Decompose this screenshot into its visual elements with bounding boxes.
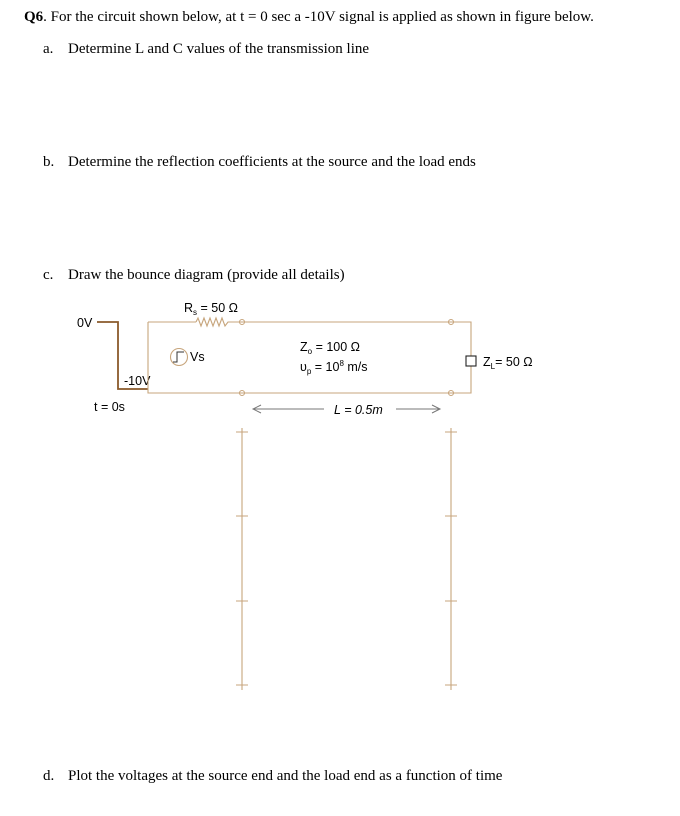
vp-label: $\upsilon_p = 10^8$ m/s	[300, 359, 368, 376]
part-a-letter: a.	[43, 41, 54, 57]
bounce-diagram	[236, 428, 457, 690]
voltage-source	[171, 349, 205, 366]
z0-label: $Z_o = 100$ Ω	[300, 340, 361, 356]
part-d-letter: d.	[43, 768, 55, 784]
load-impedance-box	[466, 356, 476, 366]
part-c-letter: c.	[43, 267, 54, 283]
load-top-wire	[451, 322, 471, 356]
source-symbol	[171, 349, 188, 366]
step-waveform	[77, 316, 151, 414]
transmission-line	[242, 320, 454, 396]
question-number: Q6	[24, 9, 44, 25]
length-dimension	[253, 403, 440, 417]
part-b-text: Determine the reflection coefficients at the source and the load ends	[68, 154, 476, 170]
load-bottom-wire	[451, 366, 471, 393]
part-c-text: Draw the bounce diagram (provide all details)	[68, 267, 345, 283]
step-time-label: t = 0s	[94, 400, 125, 414]
load	[451, 322, 533, 393]
part-d-text: Plot the voltages at the source end and the load end as a function of time	[68, 768, 503, 784]
load-label: $Z_L= 50$ Ω	[483, 355, 533, 371]
question-intro: . For the circuit shown below, at t = 0 sec a -10V signal is applied as shown in figure below.	[43, 9, 594, 25]
step-final-label: -10V	[124, 374, 151, 388]
part-a-text: Determine L and C values of the transmission line	[68, 41, 370, 57]
step-initial-label: 0V	[77, 316, 93, 330]
length-label: L = 0.5m	[334, 403, 383, 417]
part-b-letter: b.	[43, 154, 55, 170]
resistor-label: $R_s = 50$ Ω	[184, 301, 238, 317]
time-axis-ticks	[236, 432, 457, 685]
source-circuit	[148, 301, 245, 396]
source-resistor	[196, 318, 242, 326]
source-label: Vs	[190, 350, 205, 364]
